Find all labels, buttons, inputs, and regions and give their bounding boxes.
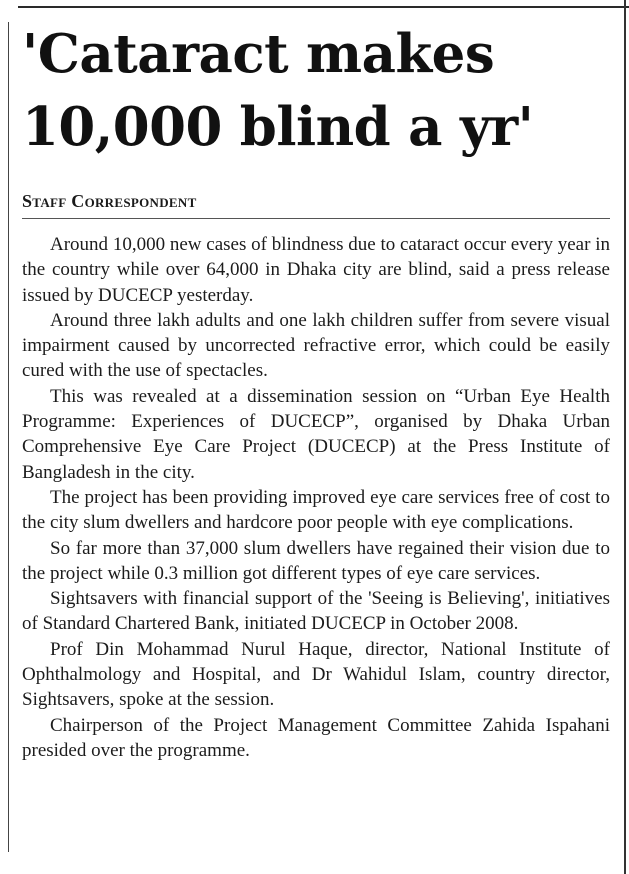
clipping-right-border	[624, 0, 626, 874]
byline: Staff Correspondent	[22, 191, 197, 211]
paragraph: So far more than 37,000 slum dwellers have regained their vision due to the project while 0.3 million got different types of eye care services.	[22, 537, 610, 584]
paragraph: Around 10,000 new cases of blindness due to cataract occur every year in the country while over 64,000 in Dhaka city are blind, said a press release issued by DUCECP yesterday.	[22, 234, 610, 306]
paragraph: The project has been providing improved eye care services free of cost to the city slum dwellers and hardcore poor people with eye complications.	[22, 486, 610, 534]
column-rule	[8, 22, 9, 852]
byline-divider	[22, 218, 610, 219]
paragraph: Sightsavers with financial support of the 'Seeing is Believing', initiatives of Standard Chartered Bank, initiated DUCECP in October 2008.	[22, 588, 610, 635]
clipping-top-border	[18, 6, 629, 8]
paragraph: This was revealed at a dissemination session on “Urban Eye Health Programme: Experiences of DUCECP”, organised by Dhaka Urban Comprehensive Eye Care Project (DUCECP) at the Press Institute of Bangladesh in the city.	[22, 385, 610, 483]
paragraph: Chairperson of the Project Management Committee Zahida Ispahani presided over the programme.	[22, 714, 610, 761]
article-body	[22, 232, 610, 763]
paragraph: Prof Din Mohammad Nurul Haque, director, National Institute of Ophthalmology and Hospital, and Dr Wahidul Islam, country director, Sightsavers, spoke at the session.	[22, 638, 610, 711]
headline: 'Cataract makes 10,000 blind a yr'	[22, 23, 534, 158]
paragraph: Around three lakh adults and one lakh children suffer from severe visual impairment caused by uncorrected refractive error, which could be easily cured with the use of spectacles.	[22, 309, 610, 382]
